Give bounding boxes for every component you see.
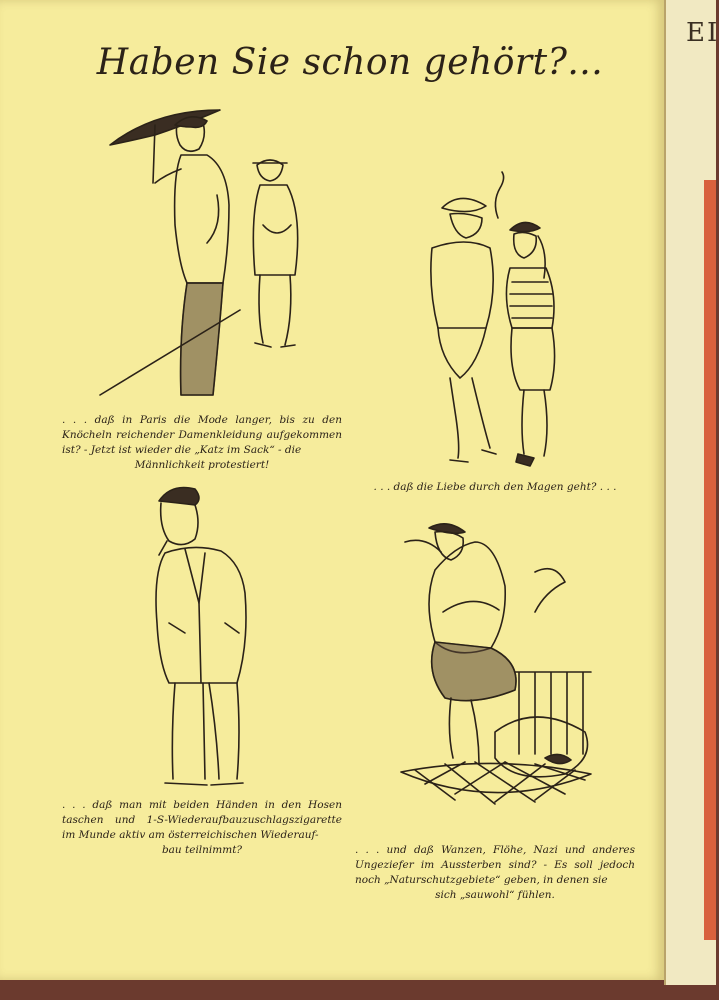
caption-love <box>355 480 635 495</box>
caption-line: Ungeziefer im Aussterben sind? - Es soll jedoch <box>355 859 635 871</box>
caption-vermin <box>355 843 635 903</box>
illustration-smoking-man <box>145 483 265 795</box>
adjacent-page-color-strip <box>704 180 716 940</box>
caption-line: . . . und daß Wanzen, Flöhe, Nazi und anderes <box>355 844 635 856</box>
adjacent-page-edge <box>664 0 719 985</box>
caption-fashion <box>62 413 342 473</box>
page-title: Haben Sie schon gehört?... <box>96 42 604 83</box>
caption-line: sich „sauwohl“ fühlen. <box>435 889 555 901</box>
caption-line: im Munde aktiv am österreichischen Wiederauf- <box>62 829 319 841</box>
caption-line: bau teilnimmt? <box>161 844 243 856</box>
illustration-sailor-and-girl <box>420 178 580 470</box>
caption-line: . . . daß die Liebe durch den Magen geht? . . . <box>373 481 617 493</box>
caption-line: ist? - Jetzt ist wieder die „Katz im Sack“ - die <box>62 444 302 456</box>
adjacent-page-heading: EI <box>686 18 719 48</box>
caption-reconstruction <box>62 798 342 858</box>
illustration-umbrella-couple <box>95 105 335 405</box>
illustration-lady-on-bed <box>395 522 605 808</box>
caption-line: noch „Naturschutzgebiete“ geben, in denen sie <box>355 874 608 886</box>
caption-line: Männlichkeit protestiert! <box>134 459 270 471</box>
caption-line: . . . daß man mit beiden Händen in den Hosen <box>62 799 342 811</box>
caption-line: . . . daß in Paris die Mode langer, bis zu den <box>62 414 342 426</box>
caption-line: Knöcheln reichender Damenkleidung aufgekommen <box>62 429 342 441</box>
caption-line: taschen und 1-S-Wiederaufbauzuschlagszigarette <box>62 814 342 826</box>
